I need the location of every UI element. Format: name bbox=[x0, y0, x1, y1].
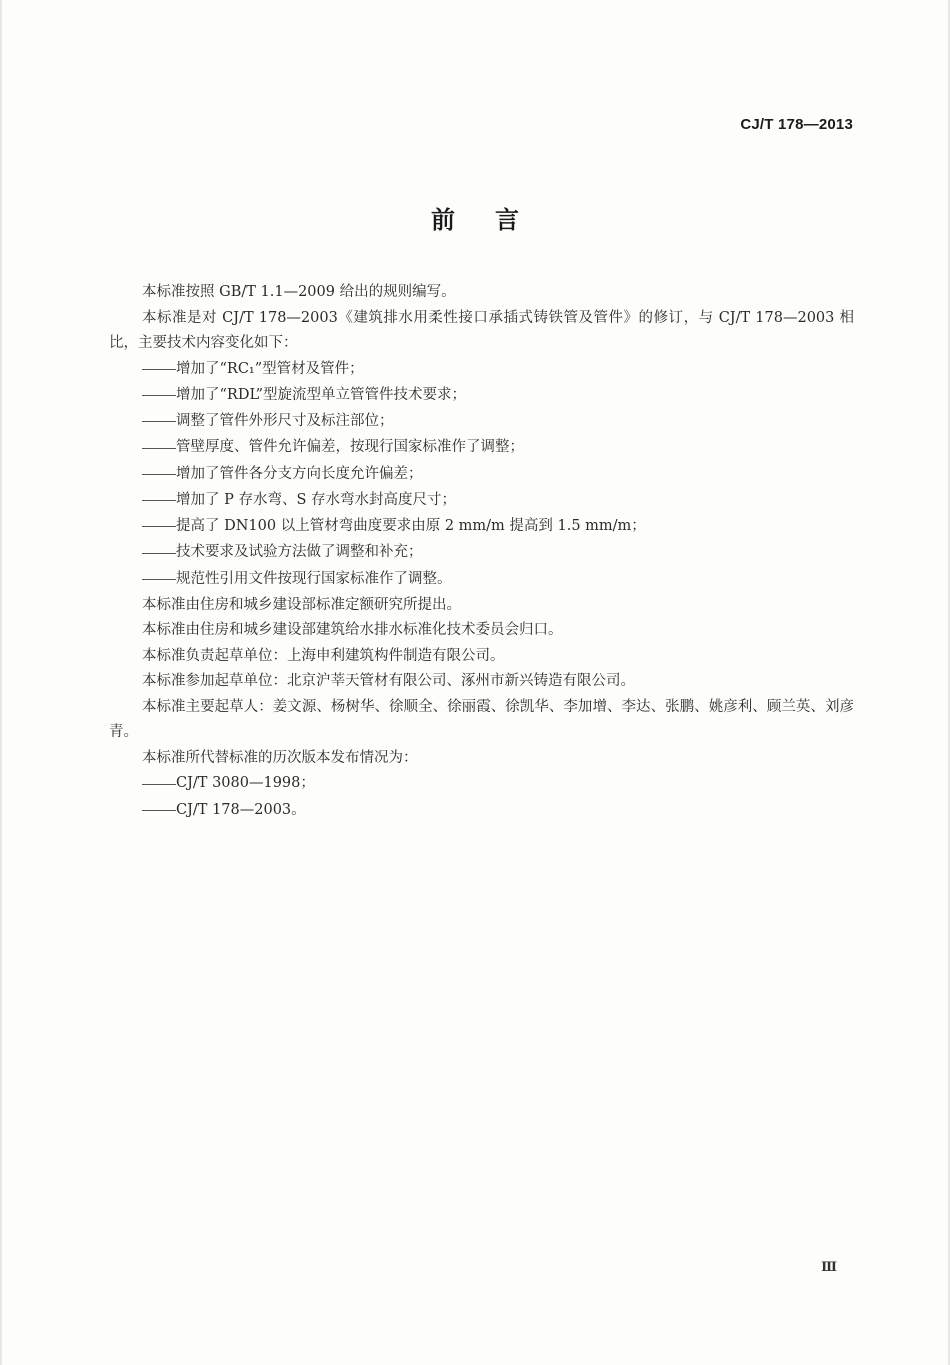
dash-mark bbox=[142, 395, 176, 396]
paragraph-participating-drafters: 本标准参加起草单位：北京沪莘天管材有限公司、涿州市新兴铸造有限公司。 bbox=[142, 673, 635, 690]
list-item: 增加了“RDL”型旋流型单立管管件技术要求； bbox=[109, 383, 854, 409]
foreword-body bbox=[109, 280, 854, 824]
list-item: 调整了管件外形尺寸及标注部位； bbox=[109, 409, 854, 435]
dash-mark bbox=[142, 369, 176, 370]
page-number: Ⅲ bbox=[821, 1260, 836, 1275]
list-item: 规范性引用文件按现行国家标准作了调整。 bbox=[109, 567, 854, 593]
paragraph-drafting-rules: 本标准按照 GB/T 1.1—2009 给出的规则编写。 bbox=[142, 284, 456, 300]
list-item: 管壁厚度、管件允许偏差，按现行国家标准作了调整； bbox=[109, 435, 854, 461]
list-item: 技术要求及试验方法做了调整和补充； bbox=[109, 540, 854, 566]
list-item: 增加了“RC₁”型管材及管件； bbox=[109, 357, 854, 383]
dash-mark bbox=[142, 810, 176, 811]
dash-mark bbox=[142, 474, 176, 475]
paragraph-proposer: 本标准由住房和城乡建设部标准定额研究所提出。 bbox=[142, 596, 461, 613]
history-item: CJ/T 3080—1998； bbox=[109, 771, 854, 797]
dash-mark bbox=[142, 500, 176, 501]
paragraph-history-intro: 本标准所代替标准的历次版本发布情况为： bbox=[142, 749, 418, 766]
dash-mark bbox=[142, 784, 176, 785]
list-item: 增加了管件各分支方向长度允许偏差； bbox=[109, 462, 854, 488]
list-item: 提高了 DN100 以上管材弯曲度要求由原 2 mm/m 提高到 1.5 mm/m； bbox=[109, 514, 854, 540]
paragraph-lead-drafter: 本标准负责起草单位：上海申利建筑构件制造有限公司。 bbox=[142, 647, 505, 664]
page-title: 前言 bbox=[431, 206, 559, 234]
paragraph-revision-intro: 本标准是对 CJ/T 178—2003《建筑排水用柔性接口承插式铸铁管及管件》的修订，与 CJ/T 178—2003 相比，主要技术内容变化如下： bbox=[109, 309, 854, 351]
dash-mark bbox=[142, 553, 176, 554]
dash-mark bbox=[142, 526, 176, 527]
dash-mark bbox=[142, 579, 176, 580]
dash-mark bbox=[142, 421, 176, 422]
standard-code-header: CJ/T 178—2013 bbox=[740, 116, 853, 133]
history-item: CJ/T 178—2003。 bbox=[109, 798, 854, 824]
dash-mark bbox=[142, 448, 176, 449]
paragraph-committee: 本标准由住房和城乡建设部建筑给水排水标准化技术委员会归口。 bbox=[142, 622, 563, 639]
list-item: 增加了 P 存水弯、S 存水弯水封高度尺寸； bbox=[109, 488, 854, 514]
paragraph-main-drafters: 本标准主要起草人：姜文源、杨树华、徐顺全、徐丽霞、徐凯华、李加增、李达、张鹏、姚彦利、顾兰英、刘彦青。 bbox=[109, 698, 854, 741]
